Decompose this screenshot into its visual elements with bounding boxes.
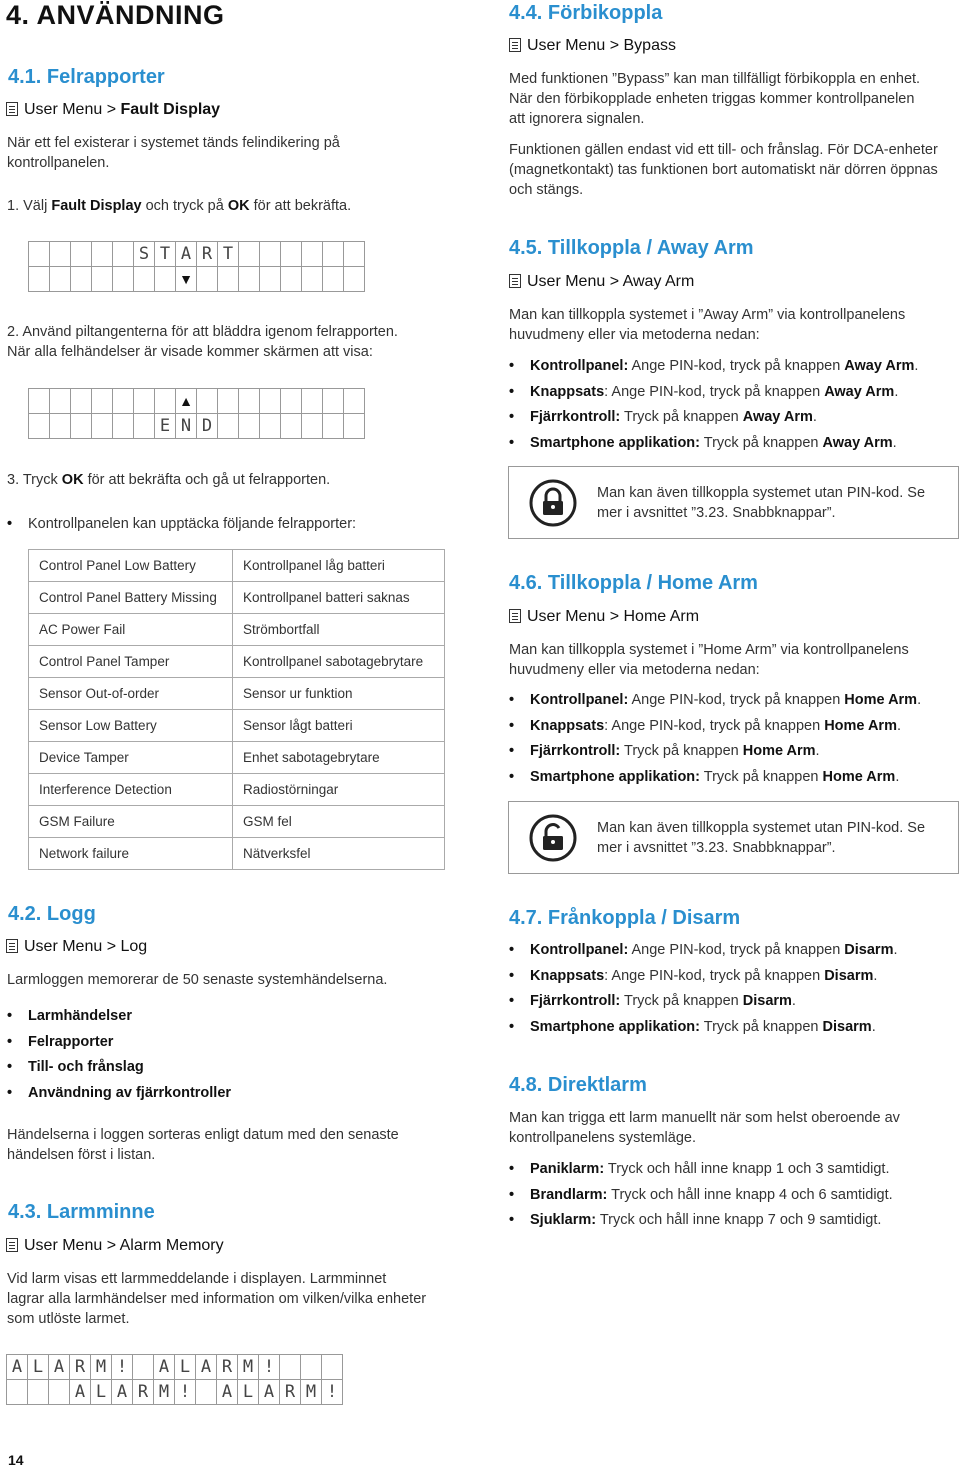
lcd-cell: M bbox=[238, 1355, 259, 1380]
lcd-cell bbox=[50, 389, 71, 414]
lcd-cell: E bbox=[155, 414, 176, 439]
lcd-cell: R bbox=[217, 1355, 238, 1380]
menu-path-root: User Menu bbox=[24, 938, 103, 955]
lcd-cell: L bbox=[28, 1355, 49, 1380]
lcd-cell bbox=[29, 389, 50, 414]
list-item: • Felrapporter bbox=[7, 1032, 231, 1052]
lcd-cell bbox=[92, 414, 113, 439]
menu-path-root: User Menu bbox=[527, 273, 606, 290]
lcd-cell: ▲ bbox=[176, 389, 197, 414]
home-arm-note bbox=[508, 801, 959, 874]
note-text: Man kan även tillkoppla systemet utan PIN-kod. Se mer i avsnittet ”3.23. Snabbknappar”. bbox=[597, 484, 926, 521]
fault-name-en: Sensor Low Battery bbox=[29, 710, 233, 742]
lcd-cell bbox=[134, 267, 155, 292]
lcd-cell bbox=[134, 389, 155, 414]
section-heading-4-6: 4.6. Tillkoppla / Home Arm bbox=[509, 572, 758, 594]
lcd-cell bbox=[344, 267, 365, 292]
document-icon bbox=[509, 274, 521, 288]
lcd-cell: A bbox=[176, 242, 197, 267]
list-item: • Smartphone applikation: Tryck på knappen Disarm. bbox=[509, 1017, 898, 1037]
lcd-cell bbox=[239, 414, 260, 439]
menu-path-item: Fault Display bbox=[120, 101, 221, 118]
home-arm-bullet-list bbox=[509, 690, 921, 792]
lcd-cell bbox=[260, 242, 281, 267]
document-icon bbox=[6, 939, 18, 953]
menu-path-item: Alarm Memory bbox=[119, 1237, 224, 1254]
lcd-cell: M bbox=[91, 1355, 112, 1380]
table-row bbox=[29, 710, 445, 742]
lcd-cell: R bbox=[280, 1380, 301, 1405]
menu-path-separator: > bbox=[106, 938, 117, 955]
lcd-cell bbox=[301, 1355, 322, 1380]
lcd-cell: T bbox=[155, 242, 176, 267]
lcd-cell bbox=[260, 267, 281, 292]
menu-path-root: User Menu bbox=[527, 608, 606, 625]
table-row bbox=[29, 646, 445, 678]
list-item: • Paniklarm: Tryck och håll inne knapp 1 och 3 samtidigt. bbox=[509, 1159, 893, 1179]
lcd-cell bbox=[155, 267, 176, 292]
step-2-text: 2. Använd piltangenterna för att bläddra igenom felrapporten. När alla felhändelser är visade kommer skärmen att visa: bbox=[7, 324, 398, 360]
document-icon bbox=[6, 102, 18, 116]
lock-closed-icon bbox=[509, 478, 597, 528]
page-title: 4. ANVÄNDNING bbox=[6, 0, 225, 30]
bypass-text-1: Med funktionen ”Bypass” kan man tillfälligt förbikoppla en enhet. När den förbikopplade enheten triggas kommer kontrollpanelen att ignorera signalen. bbox=[509, 71, 921, 127]
lcd-row bbox=[29, 267, 365, 292]
list-item: • Knappsats: Ange PIN-kod, tryck på knappen Disarm. bbox=[509, 966, 898, 986]
fault-name-sv: Sensor lågt batteri bbox=[233, 710, 445, 742]
lcd-cell bbox=[7, 1380, 28, 1405]
lcd-cell bbox=[344, 389, 365, 414]
menu-path-item: Home Arm bbox=[623, 608, 700, 625]
section-heading-4-4: 4.4. Förbikoppla bbox=[509, 2, 663, 24]
list-item: • Smartphone applikation: Tryck på knappen Away Arm. bbox=[509, 433, 918, 453]
fault-bullet-list bbox=[7, 514, 356, 540]
fault-name-sv: Enhet sabotagebrytare bbox=[233, 742, 445, 774]
fault-name-sv: Kontrollpanel sabotagebrytare bbox=[233, 646, 445, 678]
menu-path-root: User Menu bbox=[24, 101, 103, 118]
lcd-cell bbox=[218, 414, 239, 439]
list-item: • Smartphone applikation: Tryck på knappen Home Arm. bbox=[509, 767, 921, 787]
lcd-cell: L bbox=[91, 1380, 112, 1405]
section-heading-4-8: 4.8. Direktlarm bbox=[509, 1074, 647, 1096]
away-arm-note bbox=[508, 466, 959, 539]
menu-path-alarm-memory bbox=[6, 1237, 224, 1255]
lcd-cell bbox=[322, 1355, 343, 1380]
lcd-cell bbox=[302, 414, 323, 439]
lcd-cell bbox=[92, 267, 113, 292]
list-item: • Kontrollpanel: Ange PIN-kod, tryck på knappen Away Arm. bbox=[509, 356, 918, 376]
lcd-cell: D bbox=[197, 414, 218, 439]
lcd-row bbox=[29, 242, 365, 267]
lcd-cell: T bbox=[218, 242, 239, 267]
lcd-cell bbox=[302, 242, 323, 267]
log-bullet-list bbox=[7, 1006, 231, 1108]
list-item: • Användning av fjärrkontroller bbox=[7, 1083, 231, 1103]
bypass-text-2: Funktionen gällen endast vid ett till- och frånslag. För DCA-enheter (magnetkontakt) tas funktionen bort automatiskt när dörren öppnas och stängs. bbox=[509, 142, 938, 198]
menu-path-separator: > bbox=[609, 608, 620, 625]
menu-path-away-arm bbox=[509, 273, 694, 291]
lcd-cell: N bbox=[176, 414, 197, 439]
menu-path-root: User Menu bbox=[527, 37, 606, 54]
lcd-cell bbox=[281, 267, 302, 292]
menu-path-bypass bbox=[509, 37, 676, 55]
lcd-cell bbox=[28, 1380, 49, 1405]
menu-path-separator: > bbox=[609, 37, 620, 54]
lcd-cell bbox=[281, 389, 302, 414]
lcd-row bbox=[29, 414, 365, 439]
fault-name-en: Device Tamper bbox=[29, 742, 233, 774]
lcd-cell: ▼ bbox=[176, 267, 197, 292]
direct-alarm-intro: Man kan trigga ett larm manuellt när som helst oberoende av kontrollpanelens systemläge. bbox=[509, 1110, 900, 1146]
lcd-cell: A bbox=[49, 1355, 70, 1380]
lcd-cell bbox=[155, 389, 176, 414]
fault-name-sv: GSM fel bbox=[233, 806, 445, 838]
lcd-cell bbox=[133, 1355, 154, 1380]
lcd-cell: R bbox=[133, 1380, 154, 1405]
lcd-cell bbox=[29, 267, 50, 292]
lcd-cell bbox=[280, 1355, 301, 1380]
lcd-cell bbox=[50, 242, 71, 267]
table-row bbox=[29, 806, 445, 838]
lcd-cell: ! bbox=[112, 1355, 133, 1380]
menu-path-root: User Menu bbox=[24, 1237, 103, 1254]
fault-name-sv: Nätverksfel bbox=[233, 838, 445, 870]
away-arm-intro: Man kan tillkoppla systemet i ”Away Arm” via kontrollpanelens huvudmeny eller via metoderna nedan: bbox=[509, 307, 906, 343]
lcd-row bbox=[7, 1355, 343, 1380]
lock-open-icon bbox=[509, 813, 597, 863]
menu-path-separator: > bbox=[609, 273, 620, 290]
lcd-cell bbox=[239, 267, 260, 292]
section-heading-4-3: 4.3. Larmminne bbox=[8, 1201, 155, 1223]
lcd-cell bbox=[113, 267, 134, 292]
fault-name-en: Control Panel Tamper bbox=[29, 646, 233, 678]
fault-name-en: Control Panel Low Battery bbox=[29, 550, 233, 582]
lcd-cell: A bbox=[7, 1355, 28, 1380]
list-item: • Sjuklarm: Tryck och håll inne knapp 7 och 9 samtidigt. bbox=[509, 1210, 893, 1230]
lcd-cell bbox=[281, 242, 302, 267]
fault-name-sv: Kontrollpanel batteri saknas bbox=[233, 582, 445, 614]
lcd-cell bbox=[113, 242, 134, 267]
lcd-cell bbox=[29, 414, 50, 439]
fault-name-sv: Kontrollpanel låg batteri bbox=[233, 550, 445, 582]
lcd-cell: A bbox=[154, 1355, 175, 1380]
section-heading-4-7: 4.7. Frånkoppla / Disarm bbox=[509, 907, 741, 929]
fault-name-en: Control Panel Battery Missing bbox=[29, 582, 233, 614]
lcd-cell: A bbox=[70, 1380, 91, 1405]
lcd-cell bbox=[239, 242, 260, 267]
list-item: • Brandlarm: Tryck och håll inne knapp 4 och 6 samtidigt. bbox=[509, 1185, 893, 1205]
lcd-cell bbox=[197, 389, 218, 414]
lcd-cell bbox=[92, 242, 113, 267]
disarm-bullet-list bbox=[509, 940, 898, 1042]
lcd-cell: A bbox=[112, 1380, 133, 1405]
lcd-cell: A bbox=[259, 1380, 280, 1405]
fault-table bbox=[28, 549, 445, 870]
menu-path-fault-display bbox=[6, 101, 220, 119]
menu-path-separator: > bbox=[106, 101, 117, 118]
list-item: • Kontrollpanel: Ange PIN-kod, tryck på knappen Disarm. bbox=[509, 940, 898, 960]
lcd-cell bbox=[323, 389, 344, 414]
lcd-cell bbox=[281, 414, 302, 439]
list-item: • Kontrollpanel: Ange PIN-kod, tryck på knappen Home Arm. bbox=[509, 690, 921, 710]
lcd-cell bbox=[218, 267, 239, 292]
fault-name-en: GSM Failure bbox=[29, 806, 233, 838]
document-icon bbox=[509, 609, 521, 623]
lcd-cell: A bbox=[217, 1380, 238, 1405]
menu-path-item: Log bbox=[120, 938, 148, 955]
away-arm-bullet-list bbox=[509, 356, 918, 458]
lcd-cell bbox=[71, 267, 92, 292]
menu-path-separator: > bbox=[106, 1237, 117, 1254]
fault-intro-text: När ett fel existerar i systemet tänds felindikering på kontrollpanelen. bbox=[7, 135, 340, 171]
lcd-cell bbox=[50, 267, 71, 292]
alarm-memory-text: Vid larm visas ett larmmeddelande i displayen. Larmminnet lagrar alla larmhändelser med information om vilken/vilka enheter som utlöste larmet. bbox=[7, 1271, 427, 1327]
section-heading-4-2: 4.2. Logg bbox=[8, 903, 96, 925]
list-item: • Fjärrkontroll: Tryck på knappen Home Arm. bbox=[509, 741, 921, 761]
document-icon bbox=[6, 1238, 18, 1252]
lcd-cell bbox=[49, 1380, 70, 1405]
lcd-cell bbox=[323, 414, 344, 439]
lcd-cell bbox=[113, 414, 134, 439]
step-1-text: 1. Välj Fault Display och tryck på OK för att bekräfta. bbox=[7, 198, 352, 214]
lcd-cell: ! bbox=[259, 1355, 280, 1380]
fault-name-en: Network failure bbox=[29, 838, 233, 870]
list-item: • Till- och frånslag bbox=[7, 1057, 231, 1077]
lcd-cell bbox=[323, 267, 344, 292]
fault-name-sv: Sensor ur funktion bbox=[233, 678, 445, 710]
document-icon bbox=[509, 38, 521, 52]
home-arm-intro: Man kan tillkoppla systemet i ”Home Arm” via kontrollpanelens huvudmeny eller via metoderna nedan: bbox=[509, 642, 909, 678]
lcd-cell bbox=[71, 414, 92, 439]
lcd-cell: R bbox=[197, 242, 218, 267]
table-row bbox=[29, 678, 445, 710]
fault-name-en: Interference Detection bbox=[29, 774, 233, 806]
direct-alarm-bullet-list bbox=[509, 1159, 893, 1236]
page-number: 14 bbox=[8, 1452, 24, 1468]
log-outro-text: Händelserna i loggen sorteras enligt datum med den senaste händelsen först i listan. bbox=[7, 1127, 399, 1163]
lcd-cell bbox=[302, 267, 323, 292]
menu-path-item: Bypass bbox=[623, 37, 676, 54]
list-item: • Kontrollpanelen kan upptäcka följande felrapporter: bbox=[7, 514, 356, 534]
lcd-cell bbox=[197, 267, 218, 292]
lcd-cell bbox=[260, 414, 281, 439]
table-row bbox=[29, 742, 445, 774]
lcd-cell bbox=[260, 389, 281, 414]
list-item: • Knappsats: Ange PIN-kod, tryck på knappen Home Arm. bbox=[509, 716, 921, 736]
lcd-cell bbox=[344, 242, 365, 267]
lcd-cell bbox=[239, 389, 260, 414]
section-heading-4-1: 4.1. Felrapporter bbox=[8, 66, 165, 88]
lcd-cell bbox=[134, 414, 155, 439]
lcd-cell bbox=[71, 242, 92, 267]
lcd-cell bbox=[92, 389, 113, 414]
fault-name-en: Sensor Out-of-order bbox=[29, 678, 233, 710]
table-row bbox=[29, 550, 445, 582]
list-item: • Knappsats: Ange PIN-kod, tryck på knappen Away Arm. bbox=[509, 382, 918, 402]
lcd-cell: M bbox=[301, 1380, 322, 1405]
fault-name-sv: Radiostörningar bbox=[233, 774, 445, 806]
list-item: • Larmhändelser bbox=[7, 1006, 231, 1026]
lcd-cell bbox=[196, 1380, 217, 1405]
lcd-cell: L bbox=[175, 1355, 196, 1380]
lcd-cell bbox=[218, 389, 239, 414]
log-intro-text: Larmloggen memorerar de 50 senaste systemhändelserna. bbox=[7, 972, 388, 988]
note-text: Man kan även tillkoppla systemet utan PIN-kod. Se mer i avsnittet ”3.23. Snabbknappar”. bbox=[597, 819, 926, 856]
lcd-display-alarm bbox=[6, 1354, 343, 1405]
lcd-cell: M bbox=[154, 1380, 175, 1405]
table-row bbox=[29, 838, 445, 870]
list-item: • Fjärrkontroll: Tryck på knappen Disarm. bbox=[509, 991, 898, 1011]
lcd-cell: S bbox=[134, 242, 155, 267]
table-row bbox=[29, 774, 445, 806]
lcd-cell bbox=[50, 414, 71, 439]
lcd-cell: R bbox=[70, 1355, 91, 1380]
list-item: • Fjärrkontroll: Tryck på knappen Away Arm. bbox=[509, 407, 918, 427]
lcd-cell bbox=[71, 389, 92, 414]
lcd-display-start bbox=[28, 241, 365, 292]
menu-path-home-arm bbox=[509, 608, 699, 626]
lcd-cell: L bbox=[238, 1380, 259, 1405]
fault-name-sv: Strömbortfall bbox=[233, 614, 445, 646]
lcd-cell: A bbox=[196, 1355, 217, 1380]
lcd-cell bbox=[323, 242, 344, 267]
lcd-cell: ! bbox=[175, 1380, 196, 1405]
lcd-row bbox=[29, 389, 365, 414]
fault-name-en: AC Power Fail bbox=[29, 614, 233, 646]
lcd-cell: ! bbox=[322, 1380, 343, 1405]
lcd-cell bbox=[29, 242, 50, 267]
menu-path-log bbox=[6, 938, 147, 956]
section-heading-4-5: 4.5. Tillkoppla / Away Arm bbox=[509, 237, 754, 259]
lcd-cell bbox=[113, 389, 134, 414]
lcd-cell bbox=[344, 414, 365, 439]
table-row bbox=[29, 582, 445, 614]
lcd-cell bbox=[302, 389, 323, 414]
table-row bbox=[29, 614, 445, 646]
step-3-text: 3. Tryck OK för att bekräfta och gå ut felrapporten. bbox=[7, 472, 331, 488]
lcd-row bbox=[7, 1380, 343, 1405]
menu-path-item: Away Arm bbox=[622, 273, 695, 290]
lcd-display-end bbox=[28, 388, 365, 439]
